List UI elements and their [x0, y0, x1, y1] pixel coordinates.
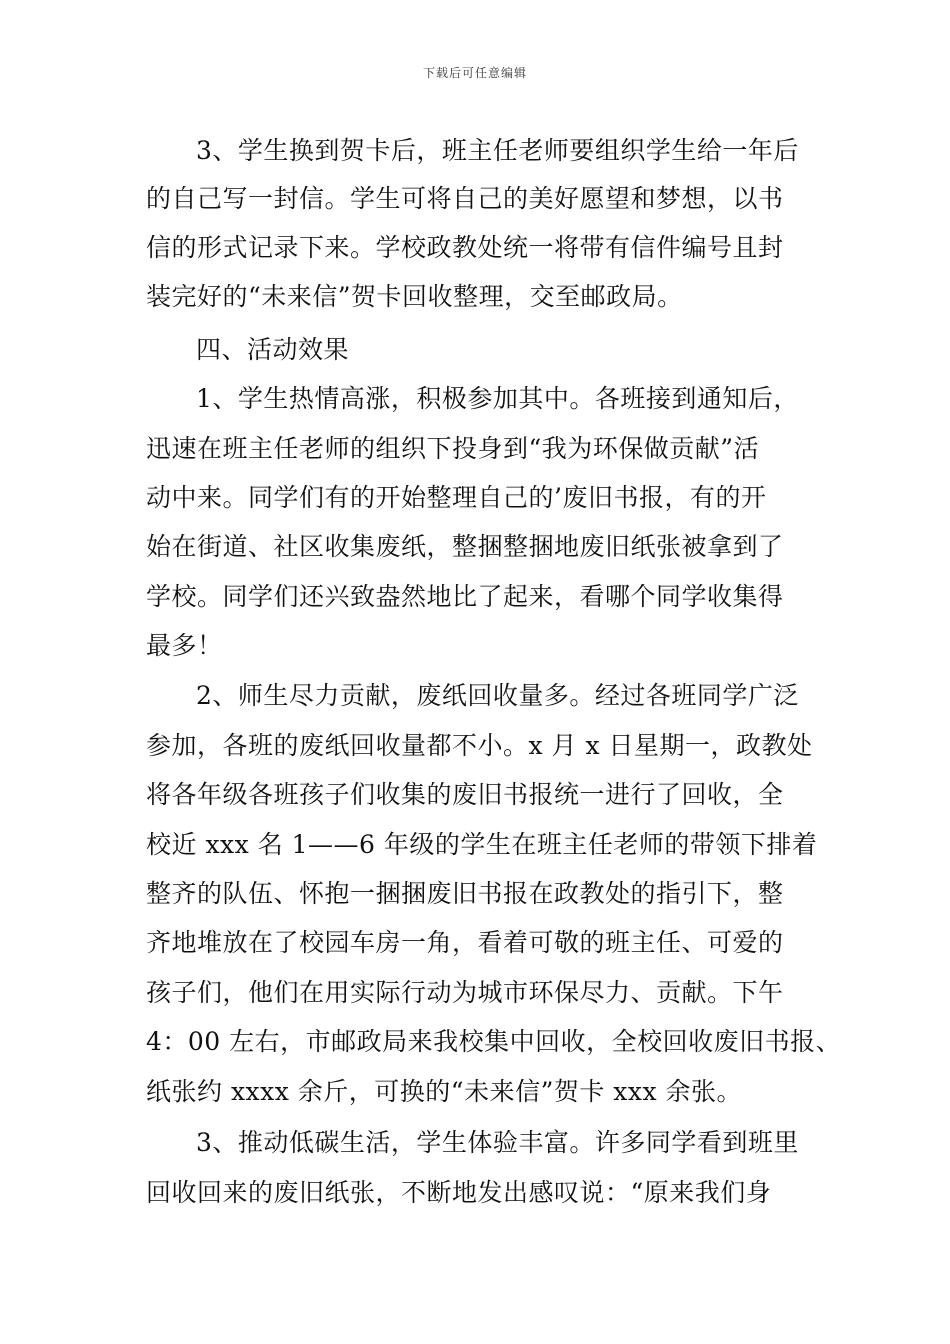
page-header: 下载后可任意编辑	[422, 66, 527, 80]
paragraph-line: 学校。同学们还兴致盎然地比了起来，看哪个同学收集得	[146, 582, 784, 611]
paragraph-line: 整齐的队伍、怀抱一捆捆废旧书报在政教处的指引下，整	[146, 879, 784, 908]
paragraph-line: 3、推动低碳生活，学生体验丰富。许多同学看到班里	[196, 1128, 799, 1157]
section-heading: 四、活动效果	[196, 335, 350, 364]
paragraph-line: 参加，各班的废纸回收量都不小。x 月 x 日星期一，政教处	[146, 731, 813, 760]
paragraph-line: 2、师生尽力贡献，废纸回收量多。经过各班同学广泛	[196, 681, 799, 710]
paragraph-line: 3、学生换到贺卡后，班主任老师要组织学生给一年后	[196, 136, 799, 165]
paragraph-line: 迅速在班主任老师的组织下投身到“我为环保做贡献”活	[146, 434, 760, 463]
paragraph-line: 将各年级各班孩子们收集的废旧书报统一进行了回收，全	[146, 780, 784, 809]
paragraph-line: 4：00 左右，市邮政局来我校集中回收，全校回收废旧书报、	[146, 1027, 842, 1056]
paragraph-line: 回收回来的废旧纸张，不断地发出感叹说：“原来我们身	[146, 1178, 772, 1207]
paragraph-line: 孩子们，他们在用实际行动为城市环保尽力、贡献。下午	[146, 978, 784, 1007]
paragraph-line: 最多！	[146, 631, 223, 660]
paragraph-line: 始在街道、社区收集废纸，整捆整捆地废旧纸张被拿到了	[146, 532, 784, 561]
paragraph-line: 齐地堆放在了校园车房一角，看着可敬的班主任、可爱的	[146, 928, 784, 957]
paragraph-line: 动中来。同学们有的开始整理自己的’废旧书报，有的开	[146, 483, 767, 512]
paragraph-line: 的自己写一封信。学生可将自己的美好愿望和梦想，以书	[146, 184, 784, 213]
paragraph-line: 纸张约 xxxx 余斤，可换的“未来信”贺卡 xxx 余张。	[146, 1077, 743, 1106]
paragraph-line: 信的形式记录下来。学校政教处统一将带有信件编号且封	[146, 233, 784, 262]
paragraph-line: 1、学生热情高涨，积极参加其中。各班接到通知后，	[196, 384, 799, 413]
paragraph-line: 校近 xxx 名 1——6 年级的学生在班主任老师的带领下排着	[146, 830, 818, 859]
paragraph-line: 装完好的“未来信”贺卡回收整理，交至邮政局。	[146, 282, 683, 311]
